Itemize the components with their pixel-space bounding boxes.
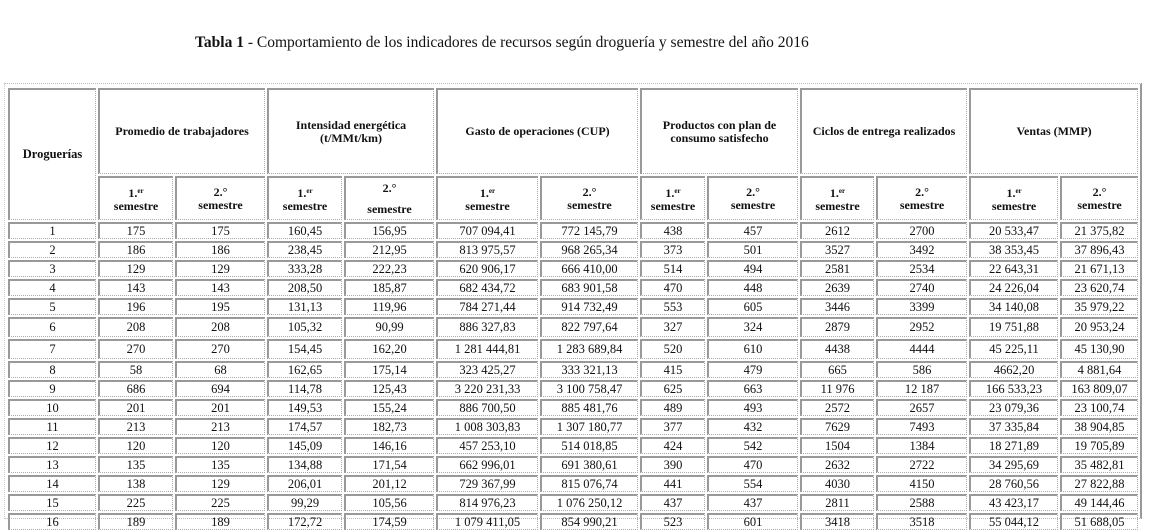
value-cell: 189: [98, 513, 173, 530]
value-cell: 886 327,83: [436, 317, 538, 337]
table-row: [8, 361, 1138, 378]
value-cell: 625: [640, 380, 705, 397]
value-cell: 605: [707, 298, 798, 315]
value-cell: 448: [707, 279, 798, 296]
value-cell: 129: [175, 260, 265, 277]
value-cell: 206,01: [267, 475, 342, 492]
value-cell: 213: [175, 418, 265, 435]
value-cell: 195: [175, 298, 265, 315]
value-cell: 1 079 411,05: [436, 513, 538, 530]
value-cell: 156,95: [344, 222, 434, 239]
semester-number: [100, 185, 172, 200]
value-cell: 23 620,74: [1060, 279, 1138, 296]
semester-ordinal: 1.: [829, 185, 839, 200]
value-cell: 129: [175, 475, 265, 492]
value-cell: 432: [707, 418, 798, 435]
value-cell: 51 688,05: [1060, 513, 1138, 530]
value-cell: 174,59: [344, 513, 434, 530]
value-cell: 554: [707, 475, 798, 492]
semester-word: semestre: [1077, 197, 1122, 212]
value-cell: 175: [98, 222, 173, 239]
table-row: [8, 260, 1138, 277]
value-cell: 333 321,13: [540, 361, 638, 378]
value-cell: 149,53: [267, 399, 342, 416]
value-cell: 729 367,99: [436, 475, 538, 492]
header-intensidad-energetica: Intensidad energética (t/MMt/km): [267, 88, 434, 174]
semester-word: semestre: [367, 201, 412, 216]
value-cell: 3 220 231,33: [436, 380, 538, 397]
value-cell: 457: [707, 222, 798, 239]
header-first-semester: [969, 176, 1058, 220]
semester-word: semestre: [282, 198, 328, 213]
semester-ordinal-suffix: er: [674, 186, 681, 195]
value-cell: 438: [640, 222, 705, 239]
semester-ordinal-suffix: er: [306, 186, 313, 195]
value-cell: 914 732,49: [540, 298, 638, 315]
value-cell: 457 253,10: [436, 437, 538, 454]
value-cell: 163 809,07: [1060, 380, 1138, 397]
value-cell: 175,14: [344, 361, 434, 378]
value-cell: 189: [175, 513, 265, 530]
value-cell: 172,72: [267, 513, 342, 530]
semester-number: [802, 185, 873, 200]
value-cell: 437: [640, 494, 705, 511]
drogueria-id-cell: 14: [8, 475, 96, 492]
header-second-semester: [876, 176, 967, 220]
value-cell: 586: [876, 361, 967, 378]
value-cell: 694: [175, 380, 265, 397]
value-cell: 208: [175, 317, 265, 337]
value-cell: 185,87: [344, 279, 434, 296]
header-row-semesters: [8, 176, 1138, 220]
table-row: [8, 456, 1138, 473]
header-second-semester: [540, 176, 638, 220]
value-cell: 373: [640, 241, 705, 258]
value-cell: 2722: [876, 456, 967, 473]
value-cell: 885 481,76: [540, 399, 638, 416]
value-cell: 663: [707, 380, 798, 397]
value-cell: 201,12: [344, 475, 434, 492]
header-second-semester: [175, 176, 265, 220]
value-cell: 166 533,23: [969, 380, 1058, 397]
value-cell: 135: [175, 456, 265, 473]
value-cell: 3518: [876, 513, 967, 530]
value-cell: 35 482,81: [1060, 456, 1138, 473]
drogueria-id-cell: 15: [8, 494, 96, 511]
value-cell: 225: [175, 494, 265, 511]
caption-label: Tabla 1: [195, 34, 244, 51]
value-cell: 601: [707, 513, 798, 530]
value-cell: 2572: [800, 399, 874, 416]
value-cell: 772 145,79: [540, 222, 638, 239]
value-cell: 129: [98, 260, 173, 277]
semester-word: semestre: [113, 198, 159, 213]
header-second-semester: [1060, 176, 1138, 220]
value-cell: 501: [707, 241, 798, 258]
value-cell: 489: [640, 399, 705, 416]
value-cell: 323 425,27: [436, 361, 538, 378]
value-cell: 2588: [876, 494, 967, 511]
value-cell: 138: [98, 475, 173, 492]
header-first-semester: [436, 176, 538, 220]
value-cell: 2534: [876, 260, 967, 277]
drogueria-id-cell: 4: [8, 279, 96, 296]
semester-number: [642, 185, 704, 200]
drogueria-id-cell: 8: [8, 361, 96, 378]
semester-ordinal-suffix: er: [137, 186, 144, 195]
value-cell: 12 187: [876, 380, 967, 397]
value-cell: 854 990,21: [540, 513, 638, 530]
value-cell: 45 130,90: [1060, 339, 1138, 359]
table-row: [8, 475, 1138, 492]
value-cell: 2639: [800, 279, 874, 296]
value-cell: 2657: [876, 399, 967, 416]
semester-word: semestre: [650, 198, 696, 213]
value-cell: 99,29: [267, 494, 342, 511]
value-cell: 441: [640, 475, 705, 492]
value-cell: 125,43: [344, 380, 434, 397]
table-row: [8, 399, 1138, 416]
semester-ordinal: 1.: [665, 185, 675, 200]
value-cell: 2632: [800, 456, 874, 473]
semester-number: 2.°: [582, 184, 597, 199]
value-cell: 175: [175, 222, 265, 239]
value-cell: 68: [175, 361, 265, 378]
semester-ordinal: 1.: [297, 185, 307, 200]
value-cell: 520: [640, 339, 705, 359]
value-cell: 131,13: [267, 298, 342, 315]
value-cell: 145,09: [267, 437, 342, 454]
semester-number: 2.°: [213, 184, 228, 199]
header-first-semester: [98, 176, 173, 220]
header-first-semester: [800, 176, 874, 220]
header-first-semester: [640, 176, 705, 220]
value-cell: 225: [98, 494, 173, 511]
value-cell: 686: [98, 380, 173, 397]
value-cell: 23 079,36: [969, 399, 1058, 416]
value-cell: 120: [98, 437, 173, 454]
value-cell: 186: [175, 241, 265, 258]
semester-ordinal: 1.: [479, 185, 489, 200]
header-second-semester: [344, 176, 434, 220]
value-cell: 665: [800, 361, 874, 378]
value-cell: 3 100 758,47: [540, 380, 638, 397]
value-cell: 415: [640, 361, 705, 378]
value-cell: 160,45: [267, 222, 342, 239]
header-gasto-operaciones: Gasto de operaciones (CUP): [436, 88, 638, 174]
drogueria-id-cell: 13: [8, 456, 96, 473]
value-cell: 610: [707, 339, 798, 359]
value-cell: 494: [707, 260, 798, 277]
drogueria-id-cell: 12: [8, 437, 96, 454]
value-cell: 135: [98, 456, 173, 473]
value-cell: 424: [640, 437, 705, 454]
value-cell: 27 822,88: [1060, 475, 1138, 492]
value-cell: 814 976,23: [436, 494, 538, 511]
table-row: [8, 339, 1138, 359]
value-cell: 11 976: [800, 380, 874, 397]
header-ventas: Ventas (MMP): [969, 88, 1138, 174]
value-cell: 55 044,12: [969, 513, 1058, 530]
value-cell: 2952: [876, 317, 967, 337]
value-cell: 813 975,57: [436, 241, 538, 258]
header-first-semester: [267, 176, 342, 220]
value-cell: 1504: [800, 437, 874, 454]
table-row: [8, 380, 1138, 397]
semester-ordinal-suffix: er: [488, 186, 496, 195]
header-second-semester: [707, 176, 798, 220]
value-cell: 7629: [800, 418, 874, 435]
drogueria-id-cell: 3: [8, 260, 96, 277]
drogueria-id-cell: 10: [8, 399, 96, 416]
value-cell: 886 700,50: [436, 399, 538, 416]
value-cell: 514 018,85: [540, 437, 638, 454]
value-cell: 182,73: [344, 418, 434, 435]
semester-word: semestre: [815, 198, 860, 213]
value-cell: 35 979,22: [1060, 298, 1138, 315]
value-cell: 1384: [876, 437, 967, 454]
value-cell: 154,45: [267, 339, 342, 359]
semester-number: [438, 185, 537, 200]
value-cell: 3446: [800, 298, 874, 315]
drogueria-id-cell: 9: [8, 380, 96, 397]
table-row: [8, 222, 1138, 239]
table-row: [8, 494, 1138, 511]
value-cell: 21 671,13: [1060, 260, 1138, 277]
value-cell: 4030: [800, 475, 874, 492]
value-cell: 162,20: [344, 339, 434, 359]
value-cell: 514: [640, 260, 705, 277]
drogueria-id-cell: 6: [8, 317, 96, 337]
value-cell: 1 008 303,83: [436, 418, 538, 435]
value-cell: 186: [98, 241, 173, 258]
semester-ordinal: 1.: [128, 185, 138, 200]
semester-number: 2.°: [915, 184, 929, 199]
drogueria-id-cell: 11: [8, 418, 96, 435]
header-ciclos-entrega: Ciclos de entrega realizados: [800, 88, 967, 174]
value-cell: 2811: [800, 494, 874, 511]
value-cell: 38 353,45: [969, 241, 1058, 258]
value-cell: 37 335,84: [969, 418, 1058, 435]
value-cell: 4444: [876, 339, 967, 359]
value-cell: 24 226,04: [969, 279, 1058, 296]
value-cell: 4 881,64: [1060, 361, 1138, 378]
value-cell: 201: [175, 399, 265, 416]
value-cell: 162,65: [267, 361, 342, 378]
semester-ordinal: 1.: [1006, 185, 1016, 200]
semester-number: 2.°: [1092, 184, 1107, 199]
value-cell: 542: [707, 437, 798, 454]
value-cell: 333,28: [267, 260, 342, 277]
header-droguerias: Droguerías: [8, 88, 96, 220]
value-cell: 171,54: [344, 456, 434, 473]
table-row: [8, 279, 1138, 296]
semester-word: semestre: [198, 197, 243, 212]
value-cell: 479: [707, 361, 798, 378]
value-cell: 28 760,56: [969, 475, 1058, 492]
value-cell: 114,78: [267, 380, 342, 397]
value-cell: 196: [98, 298, 173, 315]
value-cell: 23 100,74: [1060, 399, 1138, 416]
drogueria-id-cell: 5: [8, 298, 96, 315]
value-cell: 38 904,85: [1060, 418, 1138, 435]
value-cell: 2612: [800, 222, 874, 239]
value-cell: 208: [98, 317, 173, 337]
caption-text: - Comportamiento de los indicadores de recursos según droguería y semestre del año 2016: [243, 34, 809, 51]
value-cell: 201: [98, 399, 173, 416]
value-cell: 105,56: [344, 494, 434, 511]
value-cell: 1 076 250,12: [540, 494, 638, 511]
value-cell: 470: [640, 279, 705, 296]
value-cell: 470: [707, 456, 798, 473]
value-cell: 49 144,46: [1060, 494, 1138, 511]
value-cell: 20 953,24: [1060, 317, 1138, 337]
table-row: [8, 317, 1138, 337]
value-cell: 620 906,17: [436, 260, 538, 277]
semester-number: [269, 185, 341, 200]
value-cell: 7493: [876, 418, 967, 435]
semester-number: 2.°: [382, 180, 397, 195]
value-cell: 90,99: [344, 317, 434, 337]
value-cell: 270: [175, 339, 265, 359]
value-cell: 155,24: [344, 399, 434, 416]
value-cell: 4662,20: [969, 361, 1058, 378]
value-cell: 58: [98, 361, 173, 378]
table-row: [8, 437, 1138, 454]
value-cell: 1 307 180,77: [540, 418, 638, 435]
value-cell: 270: [98, 339, 173, 359]
semester-number: 2.°: [746, 184, 760, 199]
semester-word: semestre: [567, 197, 612, 212]
indicators-table: [6, 86, 1140, 532]
value-cell: 3418: [800, 513, 874, 530]
value-cell: 18 271,89: [969, 437, 1058, 454]
value-cell: 19 705,89: [1060, 437, 1138, 454]
semester-ordinal-suffix: er: [838, 186, 846, 195]
value-cell: 143: [98, 279, 173, 296]
semester-word: semestre: [899, 197, 945, 212]
value-cell: 815 076,74: [540, 475, 638, 492]
value-cell: 3399: [876, 298, 967, 315]
table-row: [8, 513, 1138, 530]
value-cell: 968 265,34: [540, 241, 638, 258]
value-cell: 2879: [800, 317, 874, 337]
drogueria-id-cell: 1: [8, 222, 96, 239]
value-cell: 377: [640, 418, 705, 435]
value-cell: 146,16: [344, 437, 434, 454]
value-cell: 22 643,31: [969, 260, 1058, 277]
table-row: [8, 418, 1138, 435]
header-productos-plan: Productos con plan de consumo satisfecho: [640, 88, 798, 174]
value-cell: 662 996,01: [436, 456, 538, 473]
value-cell: 119,96: [344, 298, 434, 315]
table-body: [8, 222, 1138, 530]
value-cell: 1 283 689,84: [540, 339, 638, 359]
drogueria-id-cell: 7: [8, 339, 96, 359]
value-cell: 784 271,44: [436, 298, 538, 315]
value-cell: 134,88: [267, 456, 342, 473]
semester-number: [971, 185, 1057, 200]
value-cell: 45 225,11: [969, 339, 1058, 359]
semester-word: semestre: [465, 198, 510, 213]
semester-word: semestre: [991, 198, 1037, 213]
value-cell: 390: [640, 456, 705, 473]
value-cell: 34 295,69: [969, 456, 1058, 473]
value-cell: 324: [707, 317, 798, 337]
semester-word: semestre: [730, 197, 776, 212]
value-cell: 21 375,82: [1060, 222, 1138, 239]
value-cell: 553: [640, 298, 705, 315]
value-cell: 4438: [800, 339, 874, 359]
value-cell: 2740: [876, 279, 967, 296]
header-promedio-trabajadores: Promedio de trabajadores: [98, 88, 265, 174]
header-row-groups: [8, 88, 1138, 174]
value-cell: 20 533,47: [969, 222, 1058, 239]
value-cell: 2581: [800, 260, 874, 277]
value-cell: 174,57: [267, 418, 342, 435]
value-cell: 666 410,00: [540, 260, 638, 277]
value-cell: 222,23: [344, 260, 434, 277]
value-cell: 212,95: [344, 241, 434, 258]
drogueria-id-cell: 2: [8, 241, 96, 258]
value-cell: 327: [640, 317, 705, 337]
value-cell: 37 896,43: [1060, 241, 1138, 258]
value-cell: 238,45: [267, 241, 342, 258]
value-cell: 1 281 444,81: [436, 339, 538, 359]
drogueria-id-cell: 16: [8, 513, 96, 530]
value-cell: 493: [707, 399, 798, 416]
value-cell: 691 380,61: [540, 456, 638, 473]
value-cell: 105,32: [267, 317, 342, 337]
value-cell: 143: [175, 279, 265, 296]
value-cell: 682 434,72: [436, 279, 538, 296]
table-row: [8, 241, 1138, 258]
value-cell: 822 797,64: [540, 317, 638, 337]
value-cell: 2700: [876, 222, 967, 239]
value-cell: 120: [175, 437, 265, 454]
table-caption: [195, 34, 809, 52]
value-cell: 19 751,88: [969, 317, 1058, 337]
table-row: [8, 298, 1138, 315]
value-cell: 34 140,08: [969, 298, 1058, 315]
value-cell: 3527: [800, 241, 874, 258]
semester-ordinal-suffix: er: [1015, 186, 1022, 195]
value-cell: 523: [640, 513, 705, 530]
value-cell: 437: [707, 494, 798, 511]
value-cell: 208,50: [267, 279, 342, 296]
value-cell: 43 423,17: [969, 494, 1058, 511]
value-cell: 3492: [876, 241, 967, 258]
value-cell: 4150: [876, 475, 967, 492]
value-cell: 213: [98, 418, 173, 435]
value-cell: 707 094,41: [436, 222, 538, 239]
value-cell: 683 901,58: [540, 279, 638, 296]
